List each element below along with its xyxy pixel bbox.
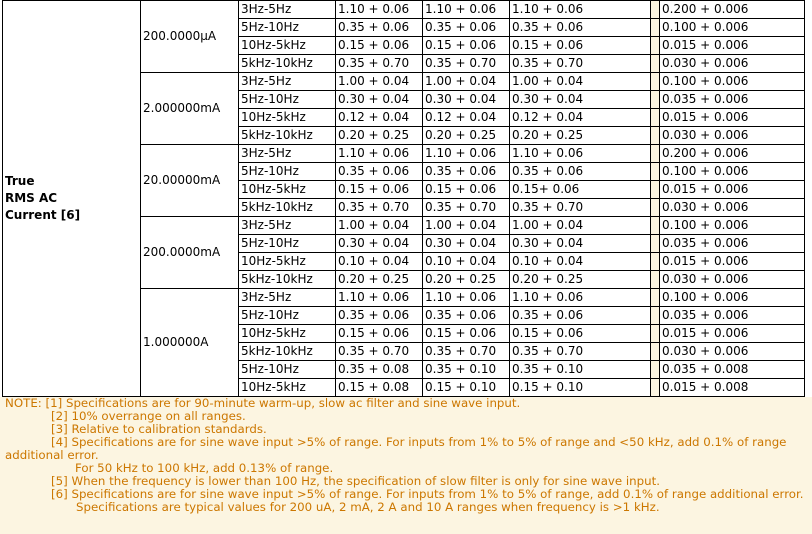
value-col-2: 0.35 + 0.70 (423, 199, 510, 217)
value-col-1: 0.15 + 0.08 (336, 379, 423, 397)
value-col-1: 0.20 + 0.25 (336, 271, 423, 289)
value-col-3: 0.30 + 0.04 (510, 235, 651, 253)
value-col-2: 1.10 + 0.06 (423, 145, 510, 163)
value-col-4: 0.100 + 0.006 (660, 73, 805, 91)
value-col-1: 0.35 + 0.70 (336, 55, 423, 73)
frequency-band: 5kHz-10kHz (239, 199, 336, 217)
value-col-2: 0.35 + 0.70 (423, 343, 510, 361)
value-col-4: 0.035 + 0.006 (660, 307, 805, 325)
spacer-cell (651, 343, 660, 361)
value-col-4: 0.015 + 0.006 (660, 181, 805, 199)
value-col-1: 0.35 + 0.06 (336, 307, 423, 325)
value-col-2: 0.30 + 0.04 (423, 235, 510, 253)
value-col-3: 0.15+ 0.06 (510, 181, 651, 199)
range-cell: 20.00000mA (141, 145, 239, 217)
value-col-1: 0.15 + 0.06 (336, 37, 423, 55)
value-col-4: 0.015 + 0.006 (660, 325, 805, 343)
spacer-cell (651, 253, 660, 271)
value-col-2: 0.20 + 0.25 (423, 127, 510, 145)
value-col-4: 0.030 + 0.006 (660, 127, 805, 145)
frequency-band: 10Hz-5kHz (239, 253, 336, 271)
frequency-band: 3Hz-5Hz (239, 1, 336, 19)
spacer-cell (651, 325, 660, 343)
value-col-4: 0.015 + 0.006 (660, 37, 805, 55)
frequency-band: 5Hz-10Hz (239, 163, 336, 181)
value-col-1: 0.35 + 0.06 (336, 163, 423, 181)
spacer-cell (651, 181, 660, 199)
value-col-1: 0.20 + 0.25 (336, 127, 423, 145)
range-cell: 1.000000A (141, 289, 239, 397)
spacer-cell (651, 91, 660, 109)
spacer-cell (651, 109, 660, 127)
value-col-2: 1.10 + 0.06 (423, 1, 510, 19)
value-col-4: 0.030 + 0.006 (660, 271, 805, 289)
frequency-band: 5kHz-10kHz (239, 55, 336, 73)
frequency-band: 5Hz-10Hz (239, 91, 336, 109)
value-col-1: 0.15 + 0.06 (336, 325, 423, 343)
value-col-2: 0.30 + 0.04 (423, 91, 510, 109)
function-label (3, 1, 141, 397)
value-col-4: 0.030 + 0.006 (660, 343, 805, 361)
value-col-3: 1.10 + 0.06 (510, 289, 651, 307)
value-col-2: 0.35 + 0.06 (423, 163, 510, 181)
value-col-2: 0.12 + 0.04 (423, 109, 510, 127)
value-col-2: 0.20 + 0.25 (423, 271, 510, 289)
value-col-2: 1.00 + 0.04 (423, 217, 510, 235)
value-col-4: 0.035 + 0.006 (660, 91, 805, 109)
value-col-3: 0.12 + 0.04 (510, 109, 651, 127)
value-col-1: 1.10 + 0.06 (336, 289, 423, 307)
frequency-band: 10Hz-5kHz (239, 181, 336, 199)
spacer-cell (651, 163, 660, 181)
value-col-4: 0.015 + 0.008 (660, 379, 805, 397)
function-label-line: RMS AC (5, 191, 58, 205)
value-col-1: 0.30 + 0.04 (336, 235, 423, 253)
note-line: [2] 10% overrange on all ranges. (51, 409, 246, 423)
value-col-3: 0.15 + 0.10 (510, 379, 651, 397)
value-col-2: 0.35 + 0.70 (423, 55, 510, 73)
value-col-2: 0.15 + 0.06 (423, 181, 510, 199)
function-label-line: True (5, 174, 35, 188)
value-col-4: 0.035 + 0.008 (660, 361, 805, 379)
value-col-2: 1.10 + 0.06 (423, 289, 510, 307)
frequency-band: 10Hz-5kHz (239, 379, 336, 397)
value-col-1: 1.00 + 0.04 (336, 73, 423, 91)
value-col-4: 0.100 + 0.006 (660, 163, 805, 181)
value-col-4: 0.100 + 0.006 (660, 19, 805, 37)
value-col-1: 1.10 + 0.06 (336, 1, 423, 19)
value-col-3: 0.35 + 0.06 (510, 307, 651, 325)
value-col-3: 1.00 + 0.04 (510, 73, 651, 91)
value-col-1: 0.35 + 0.70 (336, 199, 423, 217)
value-col-1: 0.35 + 0.06 (336, 19, 423, 37)
value-col-3: 0.35 + 0.70 (510, 343, 651, 361)
range-cell: 200.0000mA (141, 217, 239, 289)
value-col-4: 0.035 + 0.006 (660, 235, 805, 253)
value-col-3: 0.15 + 0.06 (510, 325, 651, 343)
value-col-3: 0.20 + 0.25 (510, 127, 651, 145)
spacer-cell (651, 127, 660, 145)
value-col-4: 0.015 + 0.006 (660, 109, 805, 127)
value-col-4: 0.015 + 0.006 (660, 253, 805, 271)
function-label-line: Current [6] (5, 208, 81, 222)
note-line: [3] Relative to calibration standards. (51, 422, 267, 436)
frequency-band: 10Hz-5kHz (239, 325, 336, 343)
spacer-cell (651, 235, 660, 253)
value-col-1: 0.35 + 0.08 (336, 361, 423, 379)
spacer-cell (651, 271, 660, 289)
value-col-3: 0.35 + 0.06 (510, 163, 651, 181)
spacer-cell (651, 361, 660, 379)
frequency-band: 5Hz-10Hz (239, 307, 336, 325)
value-col-1: 0.12 + 0.04 (336, 109, 423, 127)
value-col-4: 0.030 + 0.006 (660, 55, 805, 73)
value-col-2: 0.35 + 0.06 (423, 307, 510, 325)
spacer-cell (651, 73, 660, 91)
value-col-3: 0.30 + 0.04 (510, 91, 651, 109)
frequency-band: 3Hz-5Hz (239, 145, 336, 163)
spacer-cell (651, 37, 660, 55)
note-line: For 50 kHz to 100 kHz, add 0.13% of range. (75, 461, 334, 475)
spacer-cell (651, 199, 660, 217)
note-line: [6] Specifications are for sine wave input >5% of range. For inputs from 1% to 5% of range, add 0.1% of range additional error. (51, 487, 804, 501)
table-row (3, 1, 805, 19)
value-col-3: 0.20 + 0.25 (510, 271, 651, 289)
value-col-3: 0.35 + 0.10 (510, 361, 651, 379)
value-col-4: 0.100 + 0.006 (660, 217, 805, 235)
value-col-4: 0.030 + 0.006 (660, 199, 805, 217)
value-col-3: 0.35 + 0.06 (510, 19, 651, 37)
range-cell: 200.0000μA (141, 1, 239, 73)
value-col-1: 0.15 + 0.06 (336, 181, 423, 199)
value-col-2: 0.15 + 0.06 (423, 37, 510, 55)
value-col-1: 0.30 + 0.04 (336, 91, 423, 109)
frequency-band: 10Hz-5kHz (239, 109, 336, 127)
spacer-cell (651, 145, 660, 163)
spacer-cell (651, 379, 660, 397)
frequency-band: 5kHz-10kHz (239, 271, 336, 289)
value-col-4: 0.200 + 0.006 (660, 1, 805, 19)
note-line: [5] When the frequency is lower than 100 Hz, the specification of slow filter is only for sine wave input. (51, 474, 661, 488)
frequency-band: 3Hz-5Hz (239, 217, 336, 235)
value-col-2: 0.35 + 0.10 (423, 361, 510, 379)
value-col-3: 1.00 + 0.04 (510, 217, 651, 235)
value-col-2: 0.15 + 0.06 (423, 325, 510, 343)
frequency-band: 5Hz-10Hz (239, 19, 336, 37)
value-col-1: 0.35 + 0.70 (336, 343, 423, 361)
value-col-2: 0.10 + 0.04 (423, 253, 510, 271)
spec-table (2, 0, 805, 397)
value-col-4: 0.200 + 0.006 (660, 145, 805, 163)
frequency-band: 3Hz-5Hz (239, 73, 336, 91)
value-col-3: 1.10 + 0.06 (510, 145, 651, 163)
frequency-band: 5Hz-10Hz (239, 361, 336, 379)
spacer-cell (651, 1, 660, 19)
spacer-cell (651, 55, 660, 73)
value-col-4: 0.100 + 0.006 (660, 289, 805, 307)
spacer-cell (651, 307, 660, 325)
range-cell: 2.000000mA (141, 73, 239, 145)
value-col-3: 0.10 + 0.04 (510, 253, 651, 271)
spacer-cell (651, 289, 660, 307)
value-col-1: 1.10 + 0.06 (336, 145, 423, 163)
note-line: NOTE: [1] Specifications are for 90-minute warm-up, slow ac filter and sine wave input. (5, 396, 521, 410)
frequency-band: 5Hz-10Hz (239, 235, 336, 253)
value-col-2: 1.00 + 0.04 (423, 73, 510, 91)
value-col-3: 0.15 + 0.06 (510, 37, 651, 55)
spacer-cell (651, 217, 660, 235)
frequency-band: 10Hz-5kHz (239, 37, 336, 55)
note-line: [4] Specifications are for sine wave input >5% of range. For inputs from 1% to 5% of range and <50 kHz, add 0.1% of range additional error. (5, 435, 787, 462)
value-col-2: 0.15 + 0.10 (423, 379, 510, 397)
notes-section (0, 397, 812, 534)
value-col-3: 0.35 + 0.70 (510, 199, 651, 217)
frequency-band: 5kHz-10kHz (239, 343, 336, 361)
value-col-2: 0.35 + 0.06 (423, 19, 510, 37)
frequency-band: 3Hz-5Hz (239, 289, 336, 307)
spacer-cell (651, 19, 660, 37)
value-col-3: 1.10 + 0.06 (510, 1, 651, 19)
value-col-1: 0.10 + 0.04 (336, 253, 423, 271)
note-line: Specifications are typical values for 200 uA, 2 mA, 2 A and 10 A ranges when frequency is >1 kHz. (76, 500, 660, 514)
value-col-3: 0.35 + 0.70 (510, 55, 651, 73)
value-col-1: 1.00 + 0.04 (336, 217, 423, 235)
frequency-band: 5kHz-10kHz (239, 127, 336, 145)
